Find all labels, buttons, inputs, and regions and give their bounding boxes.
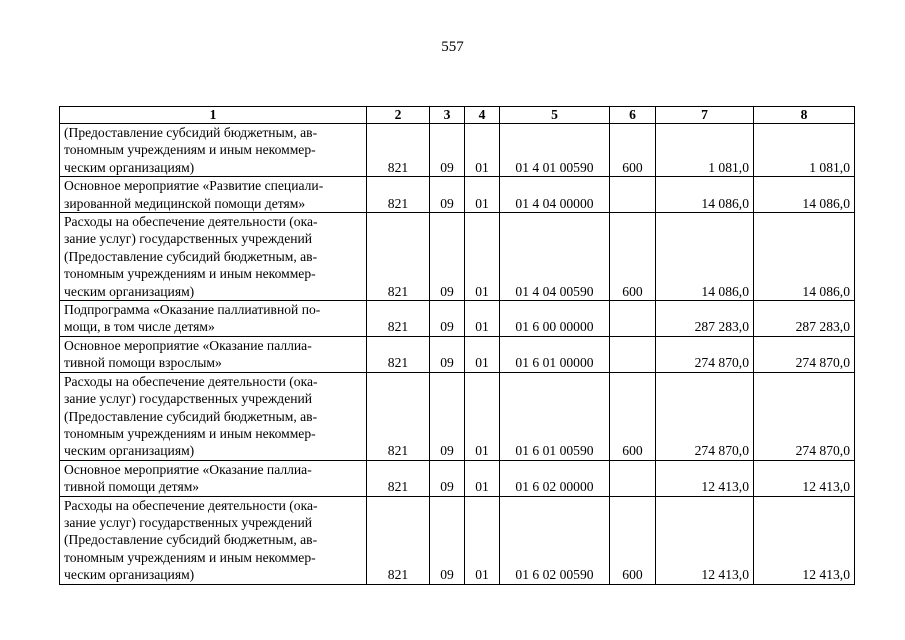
row-name-cell: (Предоставление субсидий бюджетным, ав- тономным учреждениям и иным некоммер- ческим организациям)	[60, 124, 367, 177]
target-article-cell: 01 6 00 00000	[500, 301, 610, 337]
subsection-cell: 01	[465, 124, 500, 177]
amount-cell-7: 274 870,0	[656, 336, 754, 372]
amount-cell-8: 14 086,0	[754, 213, 855, 301]
column-header-5: 5	[500, 107, 610, 124]
amount-cell-8: 14 086,0	[754, 177, 855, 213]
amount-cell-8: 12 413,0	[754, 460, 855, 496]
section-cell: 09	[430, 372, 465, 460]
column-header-3: 3	[430, 107, 465, 124]
table-row	[60, 496, 855, 584]
amount-cell-8: 12 413,0	[754, 496, 855, 584]
amount-cell-7: 1 081,0	[656, 124, 754, 177]
section-cell: 09	[430, 213, 465, 301]
column-header-8: 8	[754, 107, 855, 124]
table-row	[60, 124, 855, 177]
page-number: 557	[441, 39, 464, 55]
column-header-6: 6	[610, 107, 656, 124]
column-header-2: 2	[367, 107, 430, 124]
row-name-cell: Основное мероприятие «Развитие специали- зированной медицинской помощи детям»	[60, 177, 367, 213]
table-row	[60, 372, 855, 460]
target-article-cell: 01 4 04 00590	[500, 213, 610, 301]
row-name-cell: Основное мероприятие «Оказание паллиа- тивной помощи детям»	[60, 460, 367, 496]
section-cell: 09	[430, 336, 465, 372]
ministry-code-cell: 821	[367, 213, 430, 301]
budget-table	[59, 106, 855, 585]
expense-type-cell: 600	[610, 213, 656, 301]
subsection-cell: 01	[465, 460, 500, 496]
table-row	[60, 301, 855, 337]
ministry-code-cell: 821	[367, 460, 430, 496]
amount-cell-8: 274 870,0	[754, 372, 855, 460]
expense-type-cell: 600	[610, 124, 656, 177]
subsection-cell: 01	[465, 336, 500, 372]
target-article-cell: 01 6 02 00000	[500, 460, 610, 496]
amount-cell-8: 274 870,0	[754, 336, 855, 372]
section-cell: 09	[430, 301, 465, 337]
ministry-code-cell: 821	[367, 336, 430, 372]
ministry-code-cell: 821	[367, 177, 430, 213]
table-row	[60, 177, 855, 213]
target-article-cell: 01 6 01 00000	[500, 336, 610, 372]
expense-type-cell: 600	[610, 496, 656, 584]
subsection-cell: 01	[465, 301, 500, 337]
amount-cell-7: 287 283,0	[656, 301, 754, 337]
section-cell: 09	[430, 460, 465, 496]
section-cell: 09	[430, 496, 465, 584]
amount-cell-7: 14 086,0	[656, 213, 754, 301]
subsection-cell: 01	[465, 213, 500, 301]
expense-type-cell	[610, 460, 656, 496]
amount-cell-7: 274 870,0	[656, 372, 754, 460]
row-name-cell: Основное мероприятие «Оказание паллиа- тивной помощи взрослым»	[60, 336, 367, 372]
column-header-4: 4	[465, 107, 500, 124]
row-name-cell: Расходы на обеспечение деятельности (ока- зание услуг) государственных учреждений (Предоставление субсидий бюджетным, ав- тономным учреждениям и иным некоммер- ческим организациям)	[60, 496, 367, 584]
row-name-cell: Расходы на обеспечение деятельности (ока- зание услуг) государственных учреждений (Предоставление субсидий бюджетным, ав- тономным учреждениям и иным некоммер- ческим организациям)	[60, 213, 367, 301]
row-name-cell: Расходы на обеспечение деятельности (ока- зание услуг) государственных учреждений (Предоставление субсидий бюджетным, ав- тономным учреждениям и иным некоммер- ческим организациям)	[60, 372, 367, 460]
target-article-cell: 01 6 01 00590	[500, 372, 610, 460]
target-article-cell: 01 4 04 00000	[500, 177, 610, 213]
expense-type-cell	[610, 177, 656, 213]
expense-type-cell: 600	[610, 372, 656, 460]
subsection-cell: 01	[465, 372, 500, 460]
ministry-code-cell: 821	[367, 496, 430, 584]
section-cell: 09	[430, 124, 465, 177]
section-cell: 09	[430, 177, 465, 213]
table-row	[60, 460, 855, 496]
amount-cell-7: 12 413,0	[656, 460, 754, 496]
table-row	[60, 336, 855, 372]
column-header-1: 1	[60, 107, 367, 124]
subsection-cell: 01	[465, 177, 500, 213]
amount-cell-8: 1 081,0	[754, 124, 855, 177]
amount-cell-7: 14 086,0	[656, 177, 754, 213]
ministry-code-cell: 821	[367, 372, 430, 460]
column-header-7: 7	[656, 107, 754, 124]
table-row	[60, 213, 855, 301]
ministry-code-cell: 821	[367, 301, 430, 337]
expense-type-cell	[610, 336, 656, 372]
amount-cell-8: 287 283,0	[754, 301, 855, 337]
amount-cell-7: 12 413,0	[656, 496, 754, 584]
target-article-cell: 01 4 01 00590	[500, 124, 610, 177]
subsection-cell: 01	[465, 496, 500, 584]
expense-type-cell	[610, 301, 656, 337]
ministry-code-cell: 821	[367, 124, 430, 177]
header-row	[60, 107, 855, 124]
target-article-cell: 01 6 02 00590	[500, 496, 610, 584]
row-name-cell: Подпрограмма «Оказание паллиативной по- мощи, в том числе детям»	[60, 301, 367, 337]
